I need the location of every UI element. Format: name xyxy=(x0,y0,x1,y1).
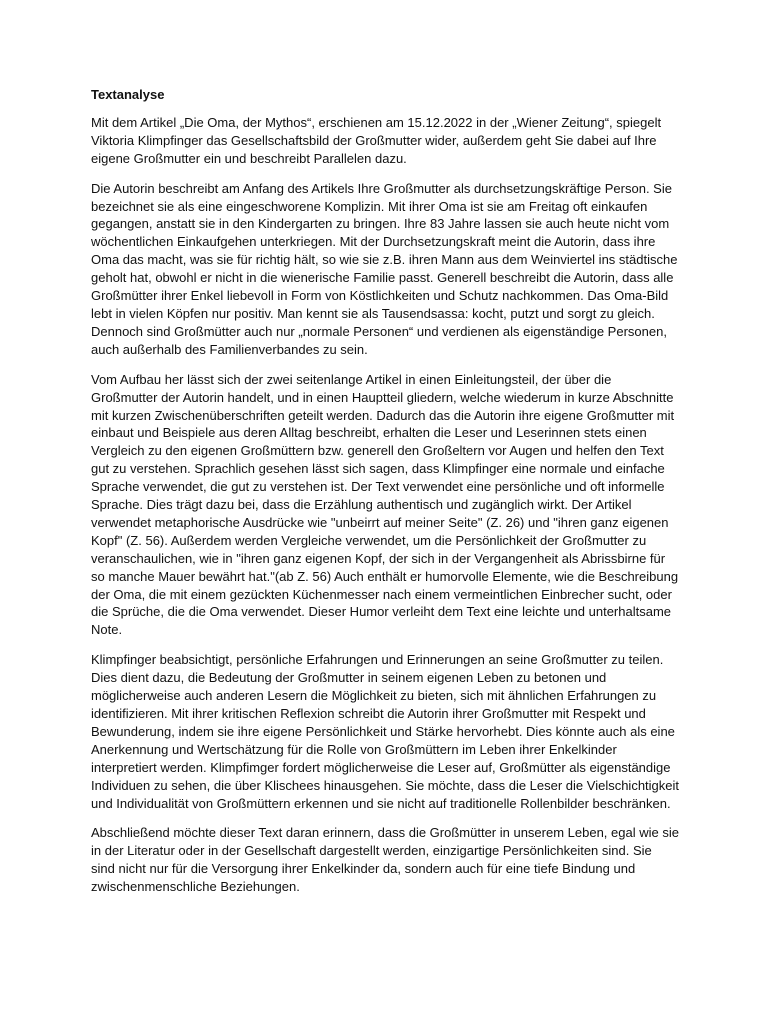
document-title: Textanalyse xyxy=(91,87,165,102)
paragraph-structure-language: Vom Aufbau her lässt sich der zwei seitenlange Artikel in einen Einleitungsteil, der über die Großmutter der Autorin handelt, und in einen Hauptteil gliedern, welche wiederum in kurze Abschnitte mit kurzen Zwischenüberschriften geteilt werden. Dadurch das die Autorin ihre eigene Großmutter mit einbaut und Beispiele aus deren Alltag beschreibt, erhalten die Leser und Leserinnen stets einen Vergleich zu den eigenen Großmüttern bzw. generell den Großeltern vor Augen und helfen den Text gut zu verstehen. Sprachlich gesehen lässt sich sagen, dass Klimpfinger eine normale und einfache Sprache verwendet, die gut zu verstehen ist. Der Text verwendet eine persönliche und oft informelle Sprache. Dies trägt dazu bei, dass die Erzählung authentisch und zugänglich wirkt. Der Artikel verwendet metaphorische Ausdrücke wie "unbeirrt auf meiner Seite" (Z. 26) und "ihren ganz eigenen Kopf" (Z. 56). Außerdem werden Vergleiche verwendet, um die Persönlichkeit der Großmutter zu veranschaulichen, wie in "ihren ganz eigenen Kopf, der sich in der Vergangenheit als Abrissbirne für so manche Mauer bewährt hat."(ab Z. 56) Auch enthält er humorvolle Elemente, wie die Beschreibung der Oma, die mit einem gezückten Küchenmesser nach einem vermeintlichen Einbrecher sucht, oder die Sprüche, die die Oma verwendet. Dieser Humor verleiht dem Text eine leichte und unterhaltsame Note. xyxy=(91,371,679,638)
paragraph-intention: Klimpfinger beabsichtigt, persönliche Erfahrungen und Erinnerungen an seine Großmutter zu teilen. Dies dient dazu, die Bedeutung der Großmutter in seinem eigenen Leben zu betonen und möglicherweise auch anderen Lesern die Möglichkeit zu bieten, sich mit ähnlichen Erfahrungen zu identifizieren. Mit ihrer kritischen Reflexion schreibt die Autorin ihrer Großmutter mit Respekt und Bewunderung, indem sie ihre eigene Persönlichkeit und Stärke hervorhebt. Dies könnte auch als eine Anerkennung und Wertschätzung für die Rolle von Großmüttern im Leben ihrer Enkelkinder interpretiert werden. Klimpfimger fordert möglicherweise die Leser auf, Großmütter als eigenständige Individuen zu sehen, die über Klischees hinausgehen. Sie möchte, dass die Leser die Vielschichtigkeit und Individualität von Großmüttern erkennen und sie nicht auf traditionelle Rollenbilder beschränken. xyxy=(91,652,680,811)
paragraph-intro: Mit dem Artikel „Die Oma, der Mythos“, erschienen am 15.12.2022 in der „Wiener Zeitung“, spiegelt Viktoria Klimpfinger das Gesellschaftsbild der Großmutter wider, außerdem geht Sie dabei auf Ihre eigene Großmutter ein und beschreibt Parallelen dazu. xyxy=(91,114,662,166)
document-page xyxy=(91,86,679,908)
paragraph-conclusion: Abschließend möchte dieser Text daran erinnern, dass die Großmütter in unserem Leben, egal wie sie in der Literatur oder in der Gesellschaft dargestellt werden, einzigartige Persönlichkeiten sind. Sie sind nicht nur für die Versorgung ihrer Enkelkinder da, sondern auch für eine tiefe Bindung und zwischenmenschliche Beziehungen. xyxy=(91,825,679,895)
paragraph-description: Die Autorin beschreibt am Anfang des Artikels Ihre Großmutter als durchsetzungskräftige Person. Sie bezeichnet sie als eine eingeschworene Komplizin. Mit ihrer Oma ist sie am Freitag oft einkaufen gegangen, anstatt sie in den Kindergarten zu bringen. Ihre 83 Jahre lassen sie auch heute nicht vom wöchentlichen Einkaufgehen unterkriegen. Mit der Durchsetzungskraft meint die Autorin, dass ihre Oma das macht, was sie für richtig hält, so wie sie z.B. ihren Mann aus dem Weinviertel ins städtische geholt hat, obwohl er nicht in die wienerische Familie passt. Generell beschreibt die Autorin, dass alle Großmütter ihrer Enkel liebevoll in Form von Köstlichkeiten und Schutz nachkommen. Das Oma-Bild lebt in vielen Köpfen nur positiv. Man kennt sie als Tausendsassa: kocht, putzt und sorgt zu gleich. Dennoch sind Großmütter auch nur „normale Personen“ und verdienen als eigenständige Personen, auch außerhalb des Familienverbandes zu sein. xyxy=(91,180,678,357)
